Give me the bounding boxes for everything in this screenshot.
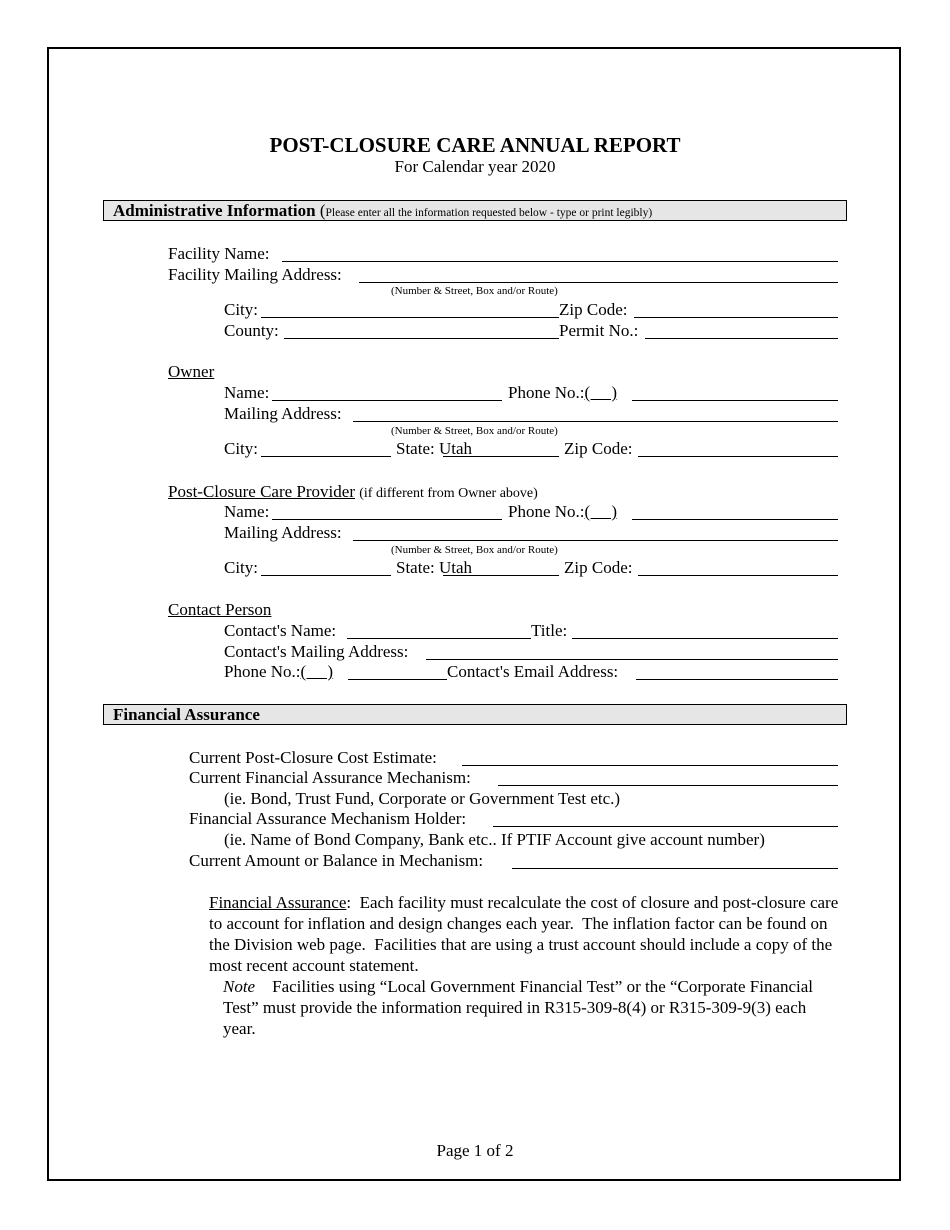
facility-city-field[interactable]	[261, 317, 559, 318]
owner-city-label: City:	[224, 439, 259, 458]
owner-name-field[interactable]	[272, 400, 502, 401]
contact-phone-area: ( )	[300, 662, 334, 681]
financial-paragraph	[209, 892, 843, 976]
contact-email-label: Contact's Email Address:	[447, 662, 619, 681]
contact-title-label: Title:	[531, 621, 568, 640]
owner-phone-field[interactable]	[632, 400, 838, 401]
owner-state-text: State:	[396, 439, 435, 458]
facility-name-label: Facility Name:	[168, 244, 270, 263]
facility-county-label: County:	[224, 321, 279, 340]
facility-zip-field[interactable]	[634, 317, 838, 318]
provider-state-field[interactable]	[443, 575, 559, 576]
provider-city-field[interactable]	[261, 575, 391, 576]
note-label: Note	[223, 977, 256, 996]
facility-mailing-label: Facility Mailing Address:	[168, 265, 342, 284]
cost-estimate-label: Current Post-Closure Cost Estimate:	[189, 748, 437, 767]
owner-address-hint: (Number & Street, Box and/or Route)	[391, 425, 558, 437]
contact-mailing-field[interactable]	[426, 659, 838, 660]
financial-paragraph-text: : Each facility must recalculate the cost of closure and post-closure care to account for inflation and design changes each year. The inflation factor can be found on the Division web page. Facilities that are using a trust account should include a copy of the most recent account statement.	[209, 893, 843, 975]
balance-label: Current Amount or Balance in Mechanism:	[189, 851, 484, 870]
page-number: Page 1 of 2	[436, 1141, 514, 1160]
holder-hint: (ie. Name of Bond Company, Bank etc.. If PTIF Account give account number)	[224, 830, 765, 849]
holder-field[interactable]	[493, 826, 838, 827]
owner-zip-label: Zip Code:	[564, 439, 633, 458]
financial-paragraph-heading: Financial Assurance	[209, 893, 347, 912]
admin-header-paren: (	[319, 201, 326, 220]
facility-city-label: City:	[224, 300, 259, 319]
contact-title-field[interactable]	[572, 638, 838, 639]
mechanism-label: Current Financial Assurance Mechanism:	[189, 768, 471, 787]
admin-header-note: Please enter all the information requested below - type or print legibly)	[325, 207, 653, 219]
admin-header-title: Administrative Information	[113, 201, 316, 220]
provider-zip-label: Zip Code:	[564, 558, 633, 577]
contact-mailing-label: Contact's Mailing Address:	[224, 642, 409, 661]
mechanism-hint: (ie. Bond, Trust Fund, Corporate or Government Test etc.)	[224, 789, 621, 808]
note-text: Facilities using “Local Government Financial Test” or the “Corporate Financial Test” must provide the information required in R315-309-8(4) or R315-309-9(3) each year.	[223, 977, 814, 1038]
mechanism-field[interactable]	[498, 785, 838, 786]
cost-estimate-field[interactable]	[462, 765, 838, 766]
owner-phone-area: ( )	[584, 383, 618, 402]
financial-note	[223, 976, 843, 1039]
admin-section-header	[103, 200, 847, 221]
contact-heading: Contact Person	[168, 600, 272, 619]
balance-field[interactable]	[512, 868, 838, 869]
facility-address-hint: (Number & Street, Box and/or Route)	[391, 285, 558, 297]
provider-zip-field[interactable]	[638, 575, 838, 576]
facility-permit-field[interactable]	[645, 338, 838, 339]
contact-phone-text: Phone No.:	[224, 662, 301, 681]
provider-phone-label	[508, 502, 617, 522]
contact-name-label: Contact's Name:	[224, 621, 337, 640]
contact-email-field[interactable]	[636, 679, 838, 680]
provider-state-text: State:	[396, 558, 435, 577]
provider-name-label: Name:	[224, 502, 270, 521]
owner-mailing-field[interactable]	[353, 421, 838, 422]
owner-name-label: Name:	[224, 383, 270, 402]
provider-state-value: Utah	[438, 558, 473, 577]
holder-label: Financial Assurance Mechanism Holder:	[189, 809, 467, 828]
owner-phone-label	[508, 383, 617, 403]
facility-county-field[interactable]	[284, 338, 559, 339]
owner-zip-field[interactable]	[638, 456, 838, 457]
provider-address-hint: (Number & Street, Box and/or Route)	[391, 544, 558, 556]
contact-phone-field[interactable]	[348, 679, 447, 680]
owner-city-field[interactable]	[261, 456, 391, 457]
provider-mailing-label: Mailing Address:	[224, 523, 342, 542]
owner-state-value: Utah	[438, 439, 473, 458]
provider-heading-note: (if different from Owner above)	[359, 486, 538, 501]
provider-mailing-field[interactable]	[353, 540, 838, 541]
provider-phone-area: ( )	[584, 502, 618, 521]
provider-city-label: City:	[224, 558, 259, 577]
provider-heading: Post-Closure Care Provider	[168, 482, 355, 501]
contact-name-field[interactable]	[347, 638, 531, 639]
provider-phone-text: Phone No.:	[508, 502, 585, 521]
provider-phone-field[interactable]	[632, 519, 838, 520]
contact-phone-label	[224, 662, 333, 682]
provider-name-field[interactable]	[272, 519, 502, 520]
financial-section-header	[103, 704, 847, 725]
facility-mailing-field[interactable]	[359, 282, 838, 283]
provider-heading-row	[168, 482, 538, 504]
facility-permit-label: Permit No.:	[559, 321, 639, 340]
financial-header-title: Financial Assurance	[113, 705, 260, 724]
report-title: POST-CLOSURE CARE ANNUAL REPORT	[269, 133, 681, 157]
report-subtitle: For Calendar year 2020	[394, 157, 556, 176]
owner-state-field[interactable]	[443, 456, 559, 457]
owner-phone-text: Phone No.:	[508, 383, 585, 402]
owner-mailing-label: Mailing Address:	[224, 404, 342, 423]
facility-name-field[interactable]	[282, 261, 838, 262]
owner-heading: Owner	[168, 362, 215, 381]
facility-zip-label: Zip Code:	[559, 300, 628, 319]
